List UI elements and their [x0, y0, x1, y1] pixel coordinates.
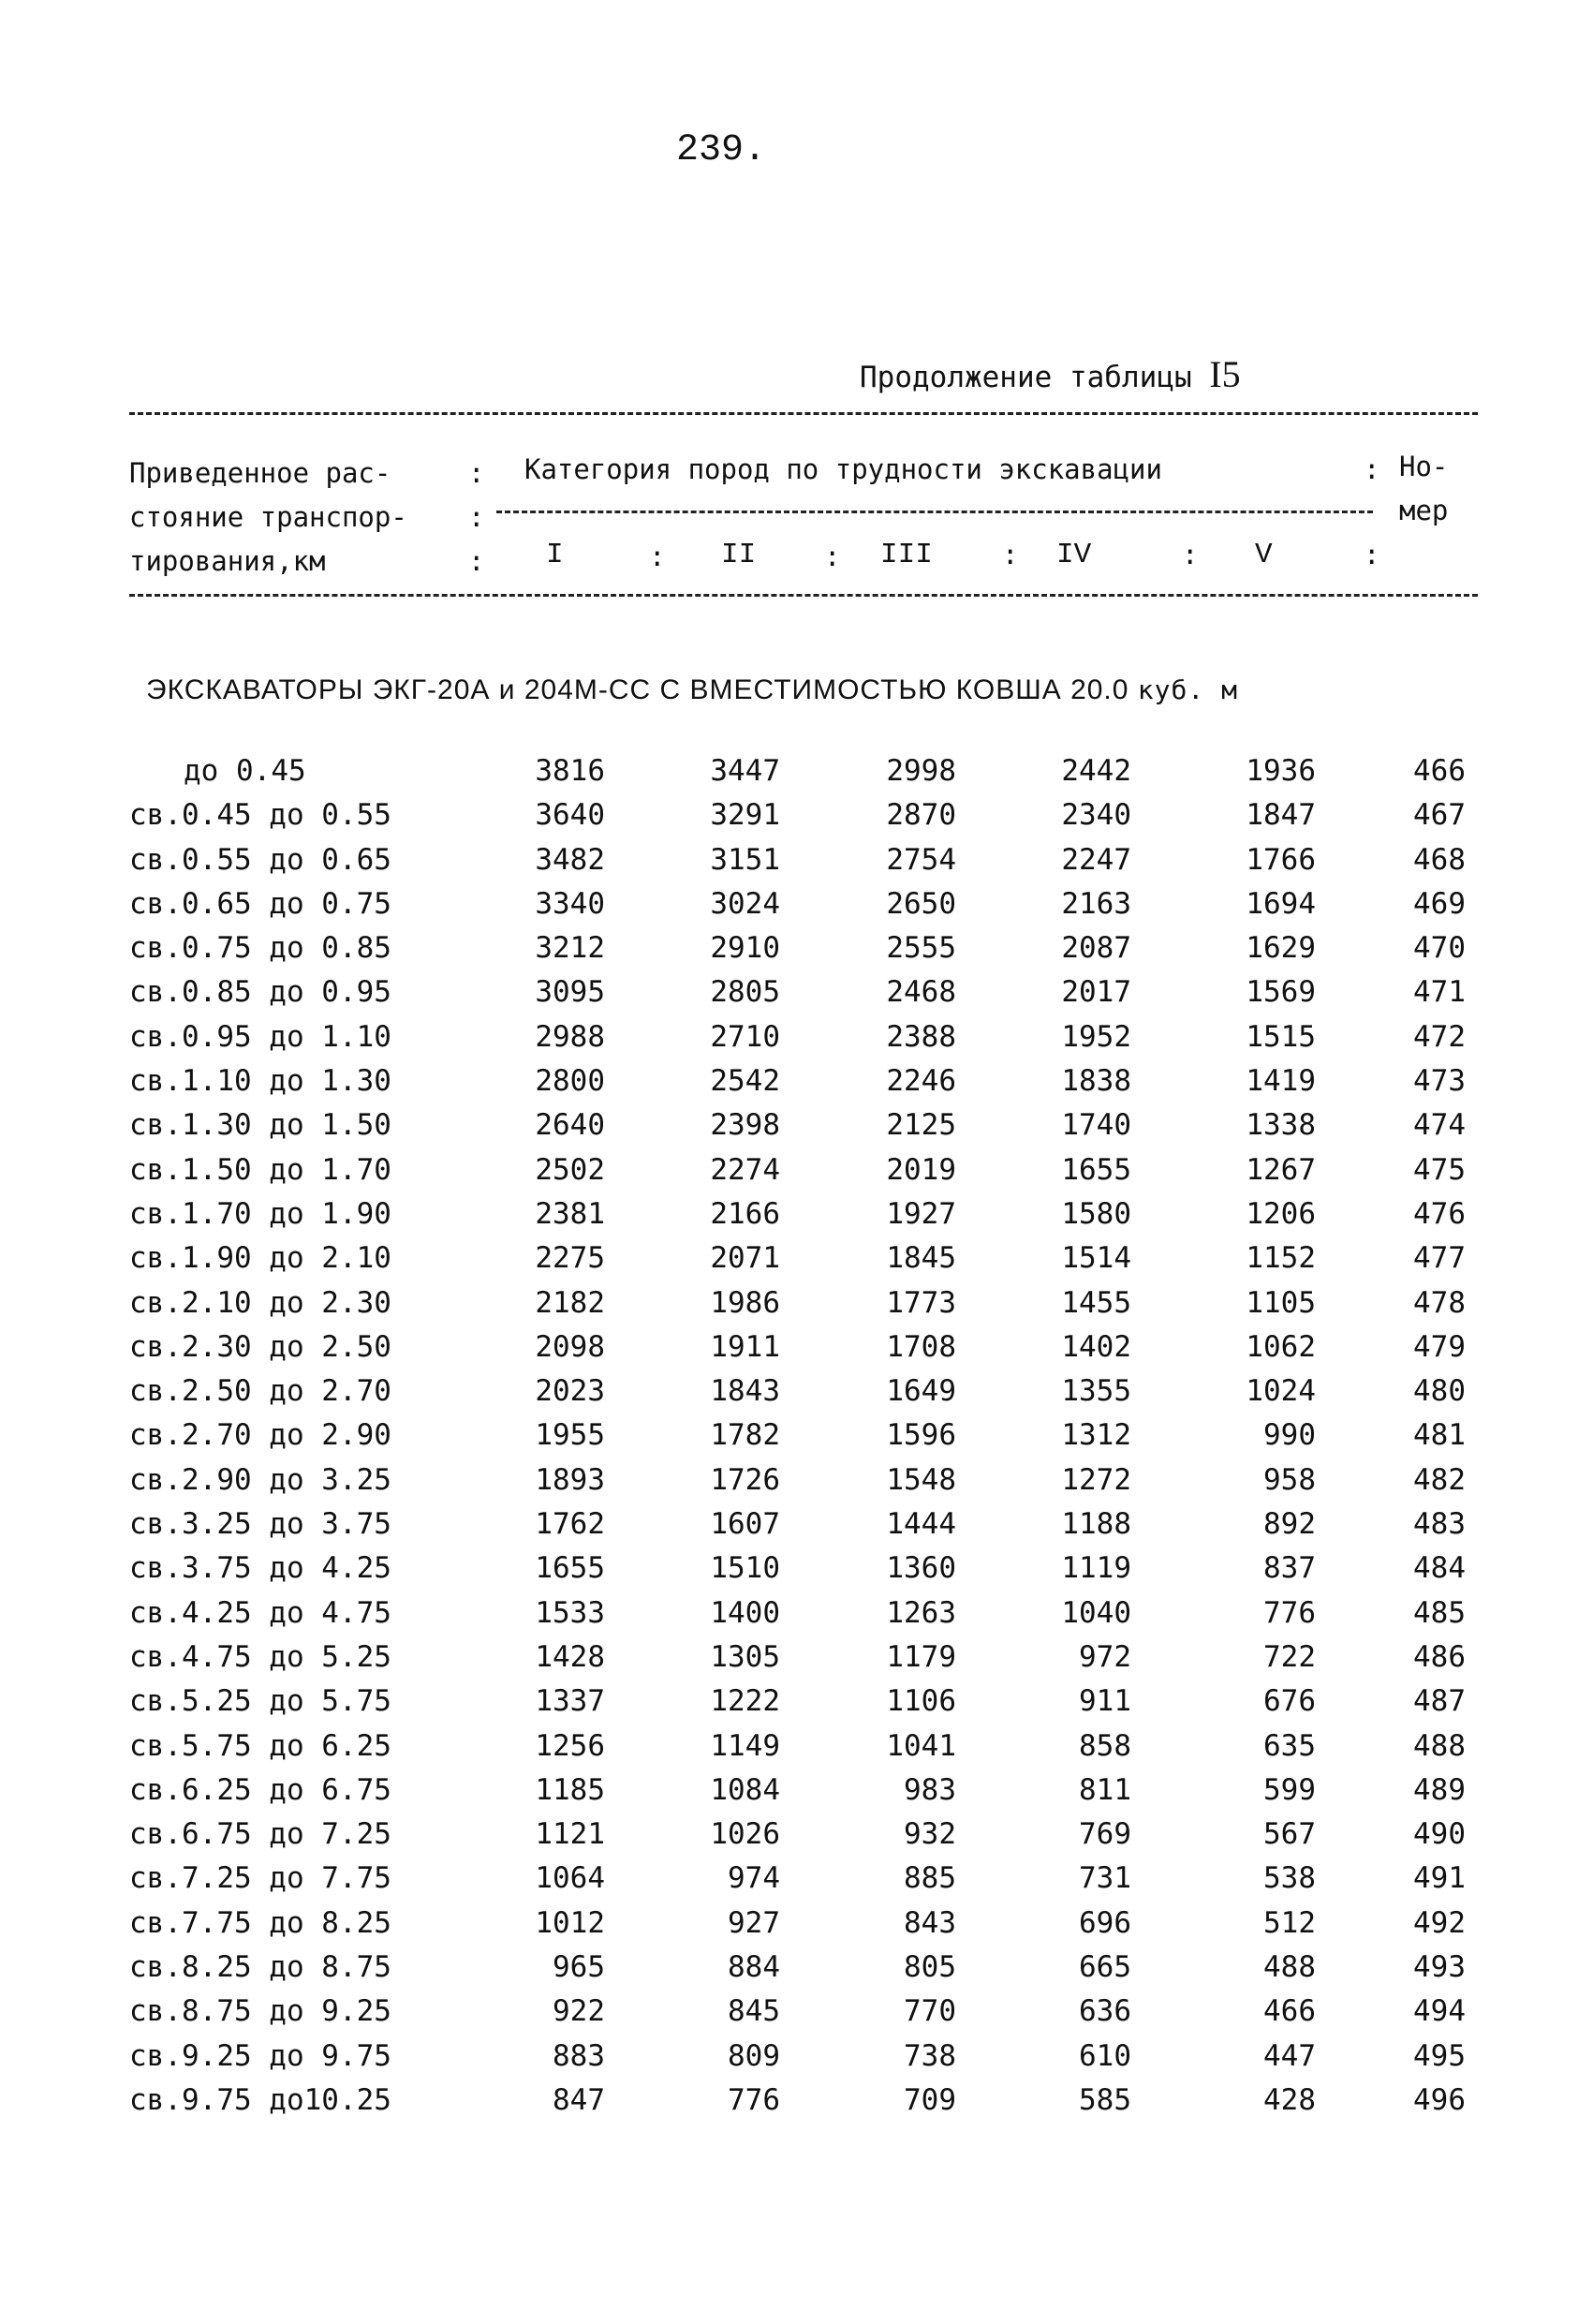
- row-value-category-3: 770: [904, 1994, 956, 2029]
- row-value-category-4: 665: [1079, 1950, 1131, 1985]
- row-value-category-3: 2388: [886, 1019, 956, 1054]
- row-value-category-3: 932: [904, 1817, 956, 1852]
- row-value-category-1: 1893: [535, 1462, 605, 1497]
- row-value-category-2: 3447: [710, 754, 780, 788]
- header-distance-line3: тирования,км: [129, 545, 326, 577]
- row-value-category-2: 2805: [710, 975, 780, 1010]
- row-value-category-5: 676: [1263, 1684, 1316, 1719]
- row-number: 480: [1413, 1374, 1466, 1409]
- row-distance-label: св.2.50 до 2.70: [129, 1374, 391, 1409]
- header-separator: :: [1364, 453, 1380, 485]
- row-value-category-4: 1312: [1061, 1418, 1131, 1453]
- row-distance-label: св.9.25 до 9.75: [129, 2038, 391, 2073]
- row-number: 472: [1413, 1019, 1466, 1054]
- row-value-category-3: 709: [904, 2082, 956, 2117]
- row-value-category-5: 1569: [1246, 975, 1316, 1010]
- row-value-category-1: 847: [553, 2082, 605, 2117]
- table-continuation-caption: [860, 352, 1241, 396]
- top-rule: [129, 412, 1478, 415]
- row-value-category-5: 1515: [1246, 1019, 1316, 1054]
- row-value-category-5: 1694: [1246, 886, 1316, 921]
- header-separator: :: [649, 540, 666, 572]
- row-number: 490: [1413, 1817, 1466, 1852]
- row-number: 492: [1413, 1905, 1466, 1940]
- row-distance-label: св.7.75 до 8.25: [129, 1905, 391, 1940]
- table-row: [0, 1330, 1593, 1374]
- table-row: [0, 843, 1593, 887]
- row-value-category-3: 1360: [886, 1551, 956, 1586]
- row-distance-label: св.6.25 до 6.75: [129, 1772, 391, 1807]
- row-value-category-2: 776: [728, 2082, 780, 2117]
- row-value-category-1: 2023: [535, 1374, 605, 1409]
- table-row: [0, 1374, 1593, 1418]
- row-value-category-1: 1256: [535, 1728, 605, 1763]
- row-value-category-2: 2542: [710, 1064, 780, 1099]
- row-value-category-5: 538: [1263, 1861, 1316, 1896]
- row-value-category-2: 1607: [710, 1507, 780, 1542]
- row-value-category-5: 1062: [1246, 1329, 1316, 1364]
- row-value-category-4: 1402: [1061, 1329, 1131, 1364]
- row-value-category-4: 696: [1079, 1905, 1131, 1940]
- row-value-category-2: 927: [728, 1905, 780, 1940]
- row-value-category-3: 1773: [886, 1285, 956, 1320]
- row-value-category-3: 1263: [886, 1595, 956, 1630]
- data-table: [0, 754, 1593, 2127]
- row-distance-label: св.8.25 до 8.75: [129, 1950, 391, 1985]
- row-value-category-3: 983: [904, 1772, 956, 1807]
- row-distance-label: св.1.30 до 1.50: [129, 1108, 391, 1143]
- row-distance-label: св.2.10 до 2.30: [129, 1285, 391, 1320]
- row-value-category-1: 922: [553, 1994, 605, 2029]
- row-value-category-5: 1766: [1246, 842, 1316, 877]
- header-distance-line1: Приведенное рас-: [129, 457, 391, 489]
- row-value-category-1: 3640: [535, 798, 605, 833]
- row-value-category-3: 2019: [886, 1152, 956, 1187]
- row-value-category-2: 2398: [710, 1108, 780, 1143]
- row-value-category-1: 2988: [535, 1019, 605, 1054]
- row-distance-label: св.5.75 до 6.25: [129, 1728, 391, 1763]
- row-distance-label: до 0.45: [184, 754, 306, 788]
- row-number: 476: [1413, 1196, 1466, 1231]
- row-number: 485: [1413, 1595, 1466, 1630]
- table-row: [0, 931, 1593, 975]
- table-row: [0, 1906, 1593, 1950]
- row-distance-label: св.1.70 до 1.90: [129, 1196, 391, 1231]
- table-row: [0, 1861, 1593, 1905]
- header-number-line1: Но-: [1399, 451, 1449, 482]
- row-value-category-1: 1762: [535, 1507, 605, 1542]
- row-value-category-3: 1845: [886, 1241, 956, 1276]
- row-value-category-2: 2710: [710, 1019, 780, 1054]
- table-row: [0, 1640, 1593, 1684]
- table-row: [0, 1108, 1593, 1152]
- row-value-category-5: 958: [1263, 1462, 1316, 1497]
- row-value-category-3: 2870: [886, 798, 956, 833]
- row-distance-label: св.0.75 до 0.85: [129, 931, 391, 966]
- row-value-category-3: 2998: [886, 754, 956, 788]
- row-value-category-4: 2247: [1061, 842, 1131, 877]
- row-distance-label: св.0.55 до 0.65: [129, 842, 391, 877]
- row-value-category-1: 883: [553, 2038, 605, 2073]
- row-value-category-5: 1629: [1246, 931, 1316, 966]
- row-value-category-2: 2166: [710, 1196, 780, 1231]
- row-number: 494: [1413, 1994, 1466, 2029]
- table-row: [0, 1463, 1593, 1507]
- row-value-category-4: 1455: [1061, 1285, 1131, 1320]
- row-number: 470: [1413, 931, 1466, 966]
- header-category-ii: II: [721, 539, 757, 571]
- row-value-category-2: 3291: [710, 798, 780, 833]
- row-value-category-5: 567: [1263, 1817, 1316, 1852]
- row-value-category-1: 3095: [535, 975, 605, 1010]
- row-value-category-1: 2275: [535, 1241, 605, 1276]
- row-number: 478: [1413, 1285, 1466, 1320]
- row-distance-label: св.9.75 до10.25: [129, 2082, 391, 2117]
- row-value-category-5: 892: [1263, 1507, 1316, 1542]
- row-number: 489: [1413, 1772, 1466, 1807]
- row-value-category-1: 1533: [535, 1595, 605, 1630]
- row-distance-label: св.3.75 до 4.25: [129, 1551, 391, 1586]
- row-value-category-3: 2754: [886, 842, 956, 877]
- row-value-category-4: 1655: [1061, 1152, 1131, 1187]
- row-value-category-4: 972: [1079, 1639, 1131, 1674]
- row-value-category-2: 3024: [710, 886, 780, 921]
- row-distance-label: св.8.75 до 9.25: [129, 1994, 391, 2029]
- row-value-category-2: 1510: [710, 1551, 780, 1586]
- row-value-category-4: 1119: [1061, 1551, 1131, 1586]
- row-value-category-4: 769: [1079, 1817, 1131, 1852]
- table-row: [0, 1507, 1593, 1551]
- header-category-title: Категория пород по трудности экскавации: [524, 453, 1162, 485]
- row-value-category-3: 1649: [886, 1374, 956, 1409]
- row-value-category-3: 738: [904, 2038, 956, 2073]
- row-number: 469: [1413, 886, 1466, 921]
- row-value-category-2: 974: [728, 1861, 780, 1896]
- header-category-rule: [496, 511, 1373, 513]
- header-category-iii: III: [880, 539, 933, 571]
- row-value-category-5: 837: [1263, 1551, 1316, 1586]
- row-value-category-2: 1084: [710, 1772, 780, 1807]
- row-value-category-5: 776: [1263, 1595, 1316, 1630]
- row-value-category-1: 1064: [535, 1861, 605, 1896]
- table-row: [0, 975, 1593, 1019]
- row-value-category-4: 1580: [1061, 1196, 1131, 1231]
- row-value-category-5: 722: [1263, 1639, 1316, 1674]
- row-value-category-3: 1041: [886, 1728, 956, 1763]
- row-value-category-4: 1740: [1061, 1108, 1131, 1143]
- continuation-text: Продолжение таблицы: [860, 361, 1192, 394]
- row-value-category-1: 2800: [535, 1064, 605, 1099]
- row-value-category-2: 1222: [710, 1684, 780, 1719]
- row-number: 496: [1413, 2082, 1466, 2117]
- header-number-line2: мер: [1399, 495, 1449, 526]
- row-value-category-4: 1040: [1061, 1595, 1131, 1630]
- row-value-category-3: 805: [904, 1950, 956, 1985]
- row-value-category-2: 1843: [710, 1374, 780, 1409]
- row-value-category-4: 811: [1079, 1772, 1131, 1807]
- row-value-category-5: 1419: [1246, 1064, 1316, 1099]
- header-category-i: I: [546, 539, 564, 571]
- row-number: 483: [1413, 1507, 1466, 1542]
- row-number: 467: [1413, 798, 1466, 833]
- table-row: [0, 1153, 1593, 1197]
- row-value-category-2: 1986: [710, 1285, 780, 1320]
- row-value-category-2: 1026: [710, 1817, 780, 1852]
- row-value-category-5: 635: [1263, 1728, 1316, 1763]
- row-value-category-5: 428: [1263, 2082, 1316, 2117]
- table-row: [0, 1596, 1593, 1640]
- row-value-category-1: 2098: [535, 1329, 605, 1364]
- row-value-category-4: 610: [1079, 2038, 1131, 2073]
- table-row: [0, 1286, 1593, 1330]
- row-value-category-2: 809: [728, 2038, 780, 2073]
- table-row: [0, 1773, 1593, 1817]
- row-value-category-2: 1305: [710, 1639, 780, 1674]
- row-number: 475: [1413, 1152, 1466, 1187]
- row-value-category-1: 2640: [535, 1108, 605, 1143]
- table-row: [0, 1551, 1593, 1595]
- row-number: 488: [1413, 1728, 1466, 1763]
- row-number: 491: [1413, 1861, 1466, 1896]
- row-value-category-5: 990: [1263, 1418, 1316, 1453]
- row-value-category-1: 2381: [535, 1196, 605, 1231]
- row-value-category-3: 2246: [886, 1064, 956, 1099]
- row-value-category-2: 1726: [710, 1462, 780, 1497]
- row-number: 479: [1413, 1329, 1466, 1364]
- row-number: 493: [1413, 1950, 1466, 1985]
- row-value-category-1: 3212: [535, 931, 605, 966]
- header-bottom-rule: [129, 594, 1478, 597]
- row-distance-label: св.0.45 до 0.55: [129, 798, 391, 833]
- row-distance-label: св.0.85 до 0.95: [129, 975, 391, 1010]
- row-value-category-2: 2071: [710, 1241, 780, 1276]
- row-value-category-4: 636: [1079, 1994, 1131, 2029]
- header-distance-line2: стояние транспор-: [129, 501, 407, 533]
- header-separator: :: [1002, 539, 1019, 570]
- row-number: 477: [1413, 1241, 1466, 1276]
- row-value-category-5: 1152: [1246, 1241, 1316, 1276]
- row-value-category-2: 1782: [710, 1418, 780, 1453]
- row-distance-label: св.6.75 до 7.25: [129, 1817, 391, 1852]
- header-separator: :: [468, 545, 485, 577]
- row-value-category-4: 2442: [1061, 754, 1131, 788]
- row-value-category-4: 2017: [1061, 975, 1131, 1010]
- row-value-category-2: 1149: [710, 1728, 780, 1763]
- row-value-category-3: 1596: [886, 1418, 956, 1453]
- row-distance-label: св.1.50 до 1.70: [129, 1152, 391, 1187]
- header-category-iv: IV: [1056, 539, 1092, 571]
- section-title-text: ЭКСКАВАТОРЫ ЭКГ-20А и 204М-СС С ВМЕСТИМОСТЬЮ КОВША 20.0: [146, 674, 1129, 705]
- row-value-category-4: 585: [1079, 2082, 1131, 2117]
- row-value-category-2: 3151: [710, 842, 780, 877]
- header-separator: :: [1364, 539, 1380, 570]
- table-row: [0, 1684, 1593, 1728]
- row-distance-label: св.2.30 до 2.50: [129, 1329, 391, 1364]
- row-distance-label: св.4.25 до 4.75: [129, 1595, 391, 1630]
- row-distance-label: св.2.70 до 2.90: [129, 1418, 391, 1453]
- row-number: 473: [1413, 1064, 1466, 1099]
- header-category-v: V: [1255, 539, 1273, 571]
- table-row: [0, 2039, 1593, 2083]
- row-distance-label: св.4.75 до 5.25: [129, 1639, 391, 1674]
- row-value-category-4: 2340: [1061, 798, 1131, 833]
- row-distance-label: св.3.25 до 3.75: [129, 1507, 391, 1542]
- row-number: 468: [1413, 842, 1466, 877]
- row-value-category-3: 1927: [886, 1196, 956, 1231]
- row-value-category-1: 1428: [535, 1639, 605, 1674]
- row-value-category-4: 731: [1079, 1861, 1131, 1896]
- row-value-category-3: 1548: [886, 1462, 956, 1497]
- table-row: [0, 2083, 1593, 2127]
- row-distance-label: св.5.25 до 5.75: [129, 1684, 391, 1719]
- row-value-category-3: 1708: [886, 1329, 956, 1364]
- row-value-category-1: 1337: [535, 1684, 605, 1719]
- row-value-category-5: 1024: [1246, 1374, 1316, 1409]
- row-value-category-5: 488: [1263, 1950, 1316, 1985]
- row-value-category-3: 1444: [886, 1507, 956, 1542]
- row-value-category-4: 1272: [1061, 1462, 1131, 1497]
- header-separator: :: [1182, 539, 1199, 570]
- row-number: 495: [1413, 2038, 1466, 2073]
- row-value-category-3: 2555: [886, 931, 956, 966]
- table-row: [0, 1418, 1593, 1462]
- row-value-category-3: 2125: [886, 1108, 956, 1143]
- row-number: 466: [1413, 754, 1466, 788]
- table-row: [0, 1950, 1593, 1994]
- row-value-category-1: 3482: [535, 842, 605, 877]
- row-value-category-4: 2163: [1061, 886, 1131, 921]
- row-value-category-3: 1179: [886, 1639, 956, 1674]
- table-row: [0, 1020, 1593, 1064]
- row-value-category-3: 843: [904, 1905, 956, 1940]
- header-separator: :: [468, 501, 485, 533]
- row-value-category-5: 447: [1263, 2038, 1316, 2073]
- row-value-category-1: 2182: [535, 1285, 605, 1320]
- table-row: [0, 1064, 1593, 1108]
- row-value-category-4: 1952: [1061, 1019, 1131, 1054]
- row-value-category-2: 1911: [710, 1329, 780, 1364]
- row-value-category-1: 1121: [535, 1817, 605, 1852]
- row-distance-label: св.1.10 до 1.30: [129, 1064, 391, 1099]
- row-value-category-5: 1267: [1246, 1152, 1316, 1187]
- row-value-category-2: 2274: [710, 1152, 780, 1187]
- row-value-category-5: 466: [1263, 1994, 1316, 2029]
- row-number: 474: [1413, 1108, 1466, 1143]
- row-value-category-5: 1847: [1246, 798, 1316, 833]
- row-value-category-5: 1338: [1246, 1108, 1316, 1143]
- row-value-category-1: 1955: [535, 1418, 605, 1453]
- row-value-category-5: 1206: [1246, 1196, 1316, 1231]
- row-value-category-3: 885: [904, 1861, 956, 1896]
- header-separator: :: [824, 540, 841, 572]
- row-value-category-3: 2468: [886, 975, 956, 1010]
- table-row: [0, 798, 1593, 842]
- row-value-category-1: 965: [553, 1950, 605, 1985]
- row-value-category-5: 1105: [1246, 1285, 1316, 1320]
- row-number: 484: [1413, 1551, 1466, 1586]
- row-number: 486: [1413, 1639, 1466, 1674]
- row-value-category-1: 1185: [535, 1772, 605, 1807]
- page-number: 239.: [676, 129, 767, 171]
- table-row: [0, 1197, 1593, 1241]
- row-value-category-1: 2502: [535, 1152, 605, 1187]
- table-row: [0, 887, 1593, 931]
- row-value-category-1: 1012: [535, 1905, 605, 1940]
- row-distance-label: св.0.95 до 1.10: [129, 1019, 391, 1054]
- row-value-category-2: 884: [728, 1950, 780, 1985]
- table-row: [0, 754, 1593, 798]
- row-number: 482: [1413, 1462, 1466, 1497]
- table-row: [0, 1994, 1593, 2038]
- row-value-category-1: 3340: [535, 886, 605, 921]
- row-value-category-4: 858: [1079, 1728, 1131, 1763]
- row-value-category-3: 1106: [886, 1684, 956, 1719]
- row-value-category-4: 911: [1079, 1684, 1131, 1719]
- row-distance-label: св.0.65 до 0.75: [129, 886, 391, 921]
- row-value-category-3: 2650: [886, 886, 956, 921]
- row-value-category-4: 1355: [1061, 1374, 1131, 1409]
- row-value-category-4: 1838: [1061, 1064, 1131, 1099]
- row-distance-label: св.2.90 до 3.25: [129, 1462, 391, 1497]
- table-row: [0, 1241, 1593, 1285]
- row-value-category-4: 1188: [1061, 1507, 1131, 1542]
- row-value-category-5: 599: [1263, 1772, 1316, 1807]
- row-value-category-2: 1400: [710, 1595, 780, 1630]
- row-value-category-4: 2087: [1061, 931, 1131, 966]
- section-title: [146, 674, 1238, 706]
- row-distance-label: св.7.25 до 7.75: [129, 1861, 391, 1896]
- table-row: [0, 1729, 1593, 1773]
- row-value-category-5: 512: [1263, 1905, 1316, 1940]
- table-number: I5: [1209, 353, 1241, 395]
- table-row: [0, 1817, 1593, 1861]
- row-value-category-5: 1936: [1246, 754, 1316, 788]
- section-title-unit: куб. м: [1137, 674, 1238, 705]
- row-number: 481: [1413, 1418, 1466, 1453]
- header-separator: :: [468, 457, 485, 489]
- row-value-category-1: 1655: [535, 1551, 605, 1586]
- row-number: 471: [1413, 975, 1466, 1010]
- row-distance-label: св.1.90 до 2.10: [129, 1241, 391, 1276]
- row-value-category-4: 1514: [1061, 1241, 1131, 1276]
- row-value-category-1: 3816: [535, 754, 605, 788]
- row-number: 487: [1413, 1684, 1466, 1719]
- row-value-category-2: 845: [728, 1994, 780, 2029]
- row-value-category-2: 2910: [710, 931, 780, 966]
